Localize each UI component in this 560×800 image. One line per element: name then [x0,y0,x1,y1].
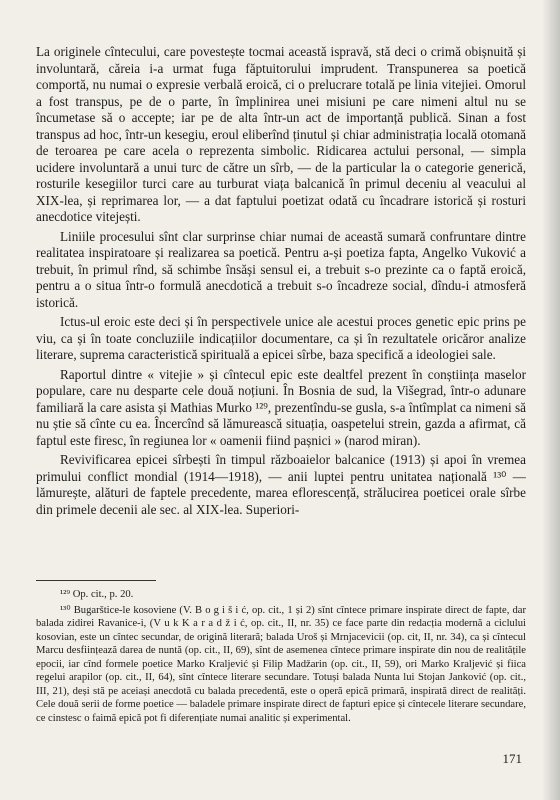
footnote-divider [36,580,156,581]
main-text [36,44,526,521]
paragraph-5: Revivificarea epicei sîrbești în timpul războaielor balcanice (1913) și apoi în vremea primului conflict mondial (1914—1918), — anii luptei pentru unitatea națională ¹³⁰ — lămurește, alături de faptele precedente, marea eflorescență, strălucirea poeticei orale sîrbe din primele decenii ale sec. al XIX-lea. Superiori- [36,452,526,517]
footnotes [36,588,526,727]
paragraph-2: Liniile procesului sînt clar surprinse chiar numai de această sumară confruntare dintre realitatea inspiratoare și realizarea sa poetică. Pentru a-și poetiza fapta, Angelko Vuković a trebuit, în primul rînd, să schimbe însăși sensul ei, a trebuit s-o prezinte ca o faptă eroică, pentru a o situa într-o formulă anecdotică a trebuit s-o încadreze social, dîndu-i atmosferă istorică. [36,228,526,310]
footnote-129: ¹²⁹ Op. cit., p. 20. [60,589,134,600]
page-number: 171 [502,751,522,766]
page-edge-shadow [542,0,560,800]
footnote-130: ¹³⁰ Bugarštice-le kosoviene (V. B o g i š i ć, op. cit., 1 și 2) sînt cîntece primare inspirate direct de fapte, dar balada zidirei Ravanice-i, (V u k K a r a d ž i ć, op. cit., II, nr. 35) ce face parte din redacția modernă a ciclului kosovian, este un cîntec secundar, de origină literară; balada Uroš și Mrnjacevicii (op. cit, II, nr. 34), ca și cîntecul Marcu desființează darea de nuntă (op. cit., II, 69), sînt de asemenea cîntece primare inspirate din nou de realitățile epocii, iar cînd formele poetice Marko Kraljević și Filip Madžarin (op. cit., II, 59), ori Marko Kraljević și fiica regelui arapilor (op. cit., II, 64), sînt cîntece literare secundare. Totuși balada Nunta lui Stojan Janković (op. cit., III, 21), deși stă pe aceiași anecdotă cu balada precedentă, este o operă epică primară, inspirată direct de realități. Cele două serii de forme poetice — baladele primare inspirate direct de fapturi epice și cîntecele literare secundare, ce cinstesc o faimă epică pot fi diferențiate numai analitic și experimental. [36,604,526,724]
paragraph-3: Ictus-ul eroic este deci și în perspectivele unice ale acestui proces genetic epic prins pe viu, ca și în toate concluziile indicațiilor documentare, ca și în rezultatele oricăror analize literare, suprema caracteristică spirituală a epicei sîrbe, baza specifică a ideologiei sale. [36,314,526,362]
paragraph-1: La originele cîntecului, care povestește tocmai această ispravă, stă deci o crimă obișnuită și involuntară, căreia i-a urmat fuga făptuitorului imprudent. Transpunerea sa poetică comportă, nu numai o expresie verbală eroică, ci o prelucrare totală pe linia vitejiei. Omorul a fost transpus, pe de o parte, în împlinirea unei misiuni pe care nimeni altul nu se încumetase să o accepte; iar pe de alta într-un act de importanță publică. Sinan a fost transpus ad hoc, într-un kesegiu, eroul eliberînd ținutul și chiar administrația locală otomană de teroarea pe care acela o reprezenta simbolic. Ridicarea actului personal, — simpla ucidere involuntară a unui turc de către un sîrb, — de la particular la o categorie generică, rosturile kesegiilor turci care au turburat viața balcanică în primul deceniu al veacului al XIX-lea, și reprimarea lor, — a dat faptului poetizat odată cu încadrare istorică și rosturi anecdotice vitejești. [36,44,526,224]
paragraph-4: Raportul dintre « vitejie » și cîntecul epic este dealtfel prezent în conștiința maselor populare, care nu desparte cele două noțiuni. În Bosnia de sud, la Višegrad, într-o adunare familiară la care asista și Mathias Murko ¹²⁹, prezentîndu-se gusla, s-a întîmplat ca nimeni să nu știe să cînte cu ea. Încercînd să lămurească situația, oaspetelui strein, gazda a afirmat, că faptul este firesc, în regiunea lor « oamenii fiind pașnici » (narod miran). [36,366,526,448]
